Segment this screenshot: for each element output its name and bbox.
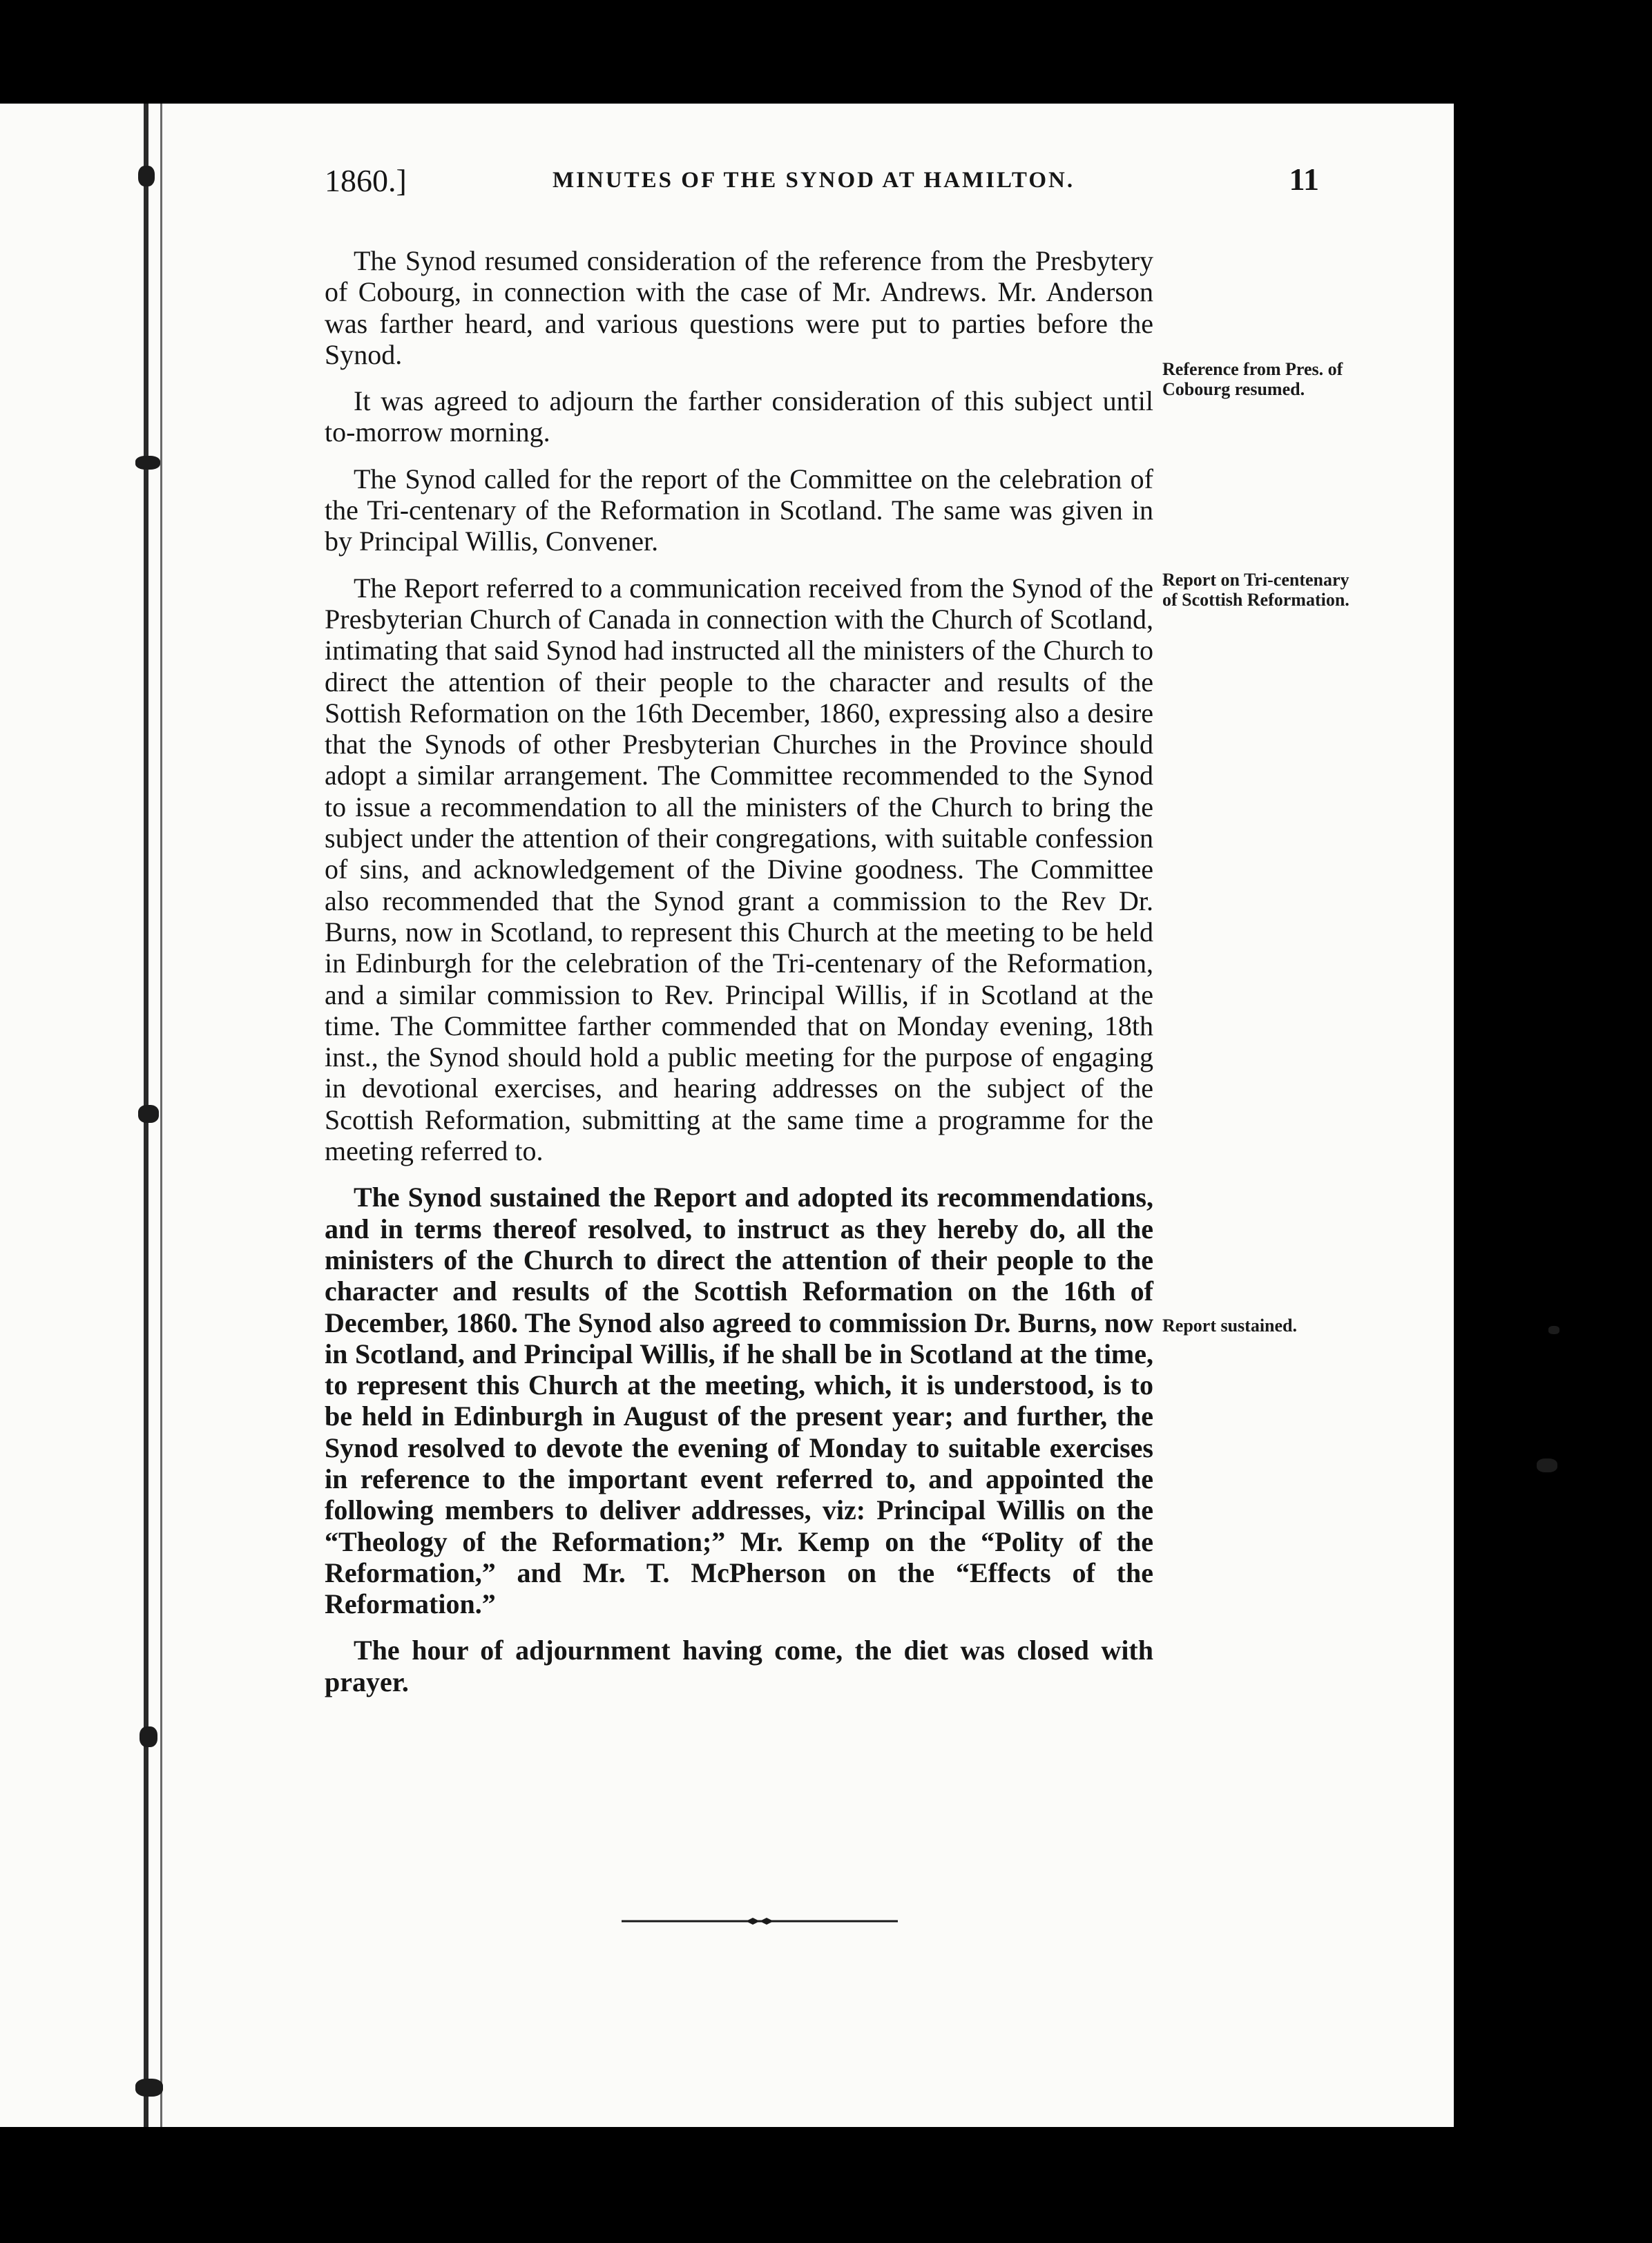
header-year: 1860.] bbox=[325, 163, 407, 198]
scan-speck bbox=[135, 456, 160, 470]
header-title: MINUTES OF THE SYNOD AT HAMILTON. bbox=[553, 168, 1075, 193]
paragraph-closing: The hour of adjournment having come, the diet was closed with prayer. bbox=[325, 1635, 1153, 1697]
sidenote-tricentenary: Report on Tri-centenary of Scottish Reformation. bbox=[1162, 570, 1350, 610]
section-end-ornament bbox=[622, 1917, 898, 1925]
running-header bbox=[325, 155, 1319, 211]
scan-speck bbox=[1537, 1459, 1557, 1472]
paragraph-reference-resumed: The Synod resumed consideration of the reference from the Presbytery of Cobourg, in connection with the case of Mr. Andrews. Mr. Anderson was farther heard, and various questions were put to parties before the Synod. bbox=[325, 245, 1153, 370]
scan-speck bbox=[138, 166, 155, 186]
page-body bbox=[325, 245, 1153, 1713]
paragraph-report-called: The Synod called for the report of the Committee on the celebration of the Tri-centenary of the Reformation in Scotland. The same was given in by Principal Willis, Convener. bbox=[325, 463, 1153, 557]
sidenote-reference: Reference from Pres. of Cobourg resumed. bbox=[1162, 359, 1343, 399]
scan-speck bbox=[1548, 1326, 1559, 1334]
paragraph-adjourn: It was agreed to adjourn the farther consideration of this subject until to-morrow morning. bbox=[325, 385, 1153, 448]
page-number: 11 bbox=[1289, 162, 1319, 197]
paragraph-report-content: The Report referred to a communication received from the Synod of the Presbyterian Church of Canada in connection with the Church of Scotland, intimating that said Synod had instructed all the ministers of the Church to direct the attention of their people to the character and results of the Sottish Reformation on the 16th December, 1860, expressing also a desire that the Synods of other Presbyterian Churches in the Province should adopt a similar arrangement. The Committee recommended to the Synod to issue a recommendation to all the ministers of the Church to bring the subject under the attention of their congregations, with suitable confession of sins, and acknowledgement of the Divine goodness. The Committee also recommended that the Synod grant a commission to the Rev Dr. Burns, now in Scotland, to represent this Church at the meeting to be held in Edinburgh for the celebration of the Tri-centenary of the Reformation, and a similar commission to Rev. Principal Willis, if in Scotland at the time. The Committee farther commended that on Monday evening, 18th inst., the Synod should hold a public meeting for the purpose of engaging in devotional exercises, and hearing addresses on the subject of the Scottish Reformation, submitting at the same time a programme for the meeting referred to. bbox=[325, 572, 1153, 1167]
scan-speck bbox=[140, 1726, 157, 1747]
paragraph-report-sustained: The Synod sustained the Report and adopted its recommendations, and in terms thereof resolved, to instruct as they hereby do, all the ministers of the Church to direct the attention of their people to the character and results of the Scottish Reformation on the 16th of December, 1860. The Synod also agreed to commission Dr. Burns, now in Scotland, and Principal Willis, if he shall be in Scotland at the time, to represent this Church at the meeting, which, it is understood, is to be held in Edinburgh in August of the present year; and further, the Synod resolved to devote the evening of Monday to suitable exercises in reference to the important event referred to, and appointed the following members to deliver addresses, viz: Principal Willis on the “Theology of the Reformation;” Mr. Kemp on the “Polity of the Reformation,” and Mr. T. McPherson on the “Effects of the Reformation.” bbox=[325, 1182, 1153, 1620]
sidenote-sustained: Report sustained. bbox=[1162, 1316, 1298, 1336]
scan-speck bbox=[138, 1105, 159, 1123]
scan-speck bbox=[135, 2079, 163, 2097]
binding-edge-shadow bbox=[160, 104, 162, 2127]
